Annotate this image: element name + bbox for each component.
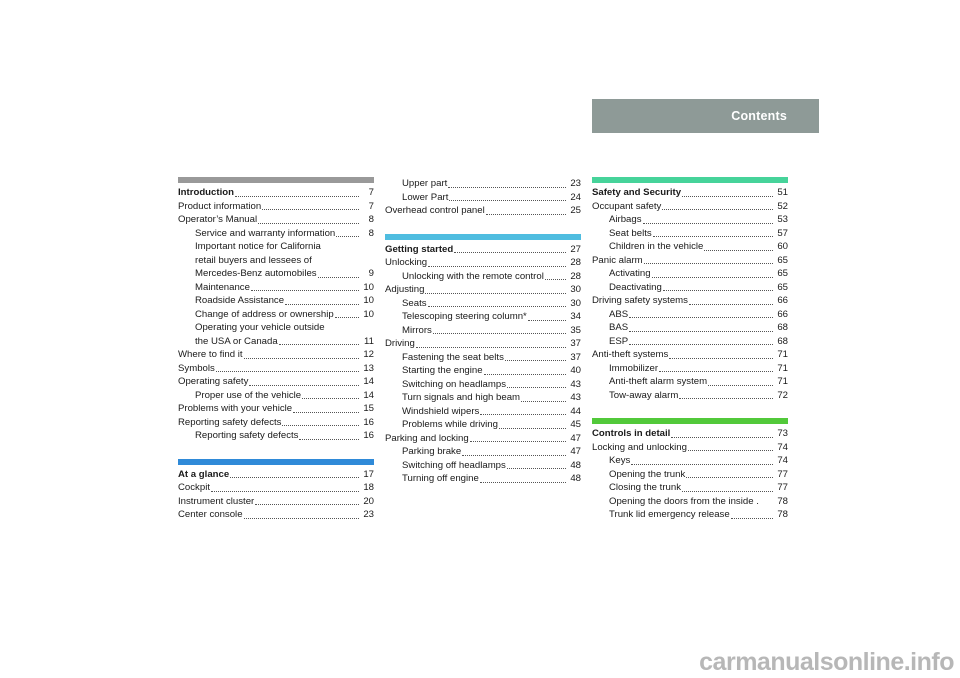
toc-entry-title: Safety and Security — [592, 187, 682, 198]
toc-entry[interactable] — [385, 445, 581, 459]
toc-entry[interactable] — [592, 335, 788, 349]
toc-entry[interactable] — [178, 375, 374, 389]
toc-leader-dots — [433, 333, 566, 334]
toc-leader-dots — [689, 304, 773, 305]
toc-entry-title: Trunk lid emergency release — [609, 509, 730, 520]
toc-entry[interactable] — [178, 321, 374, 335]
toc-entry-title: Opening the trunk — [609, 468, 686, 480]
toc-leader-dots — [470, 441, 566, 442]
toc-leader-dots — [631, 464, 773, 465]
toc-leader-dots — [279, 344, 359, 345]
toc-entry[interactable] — [178, 508, 374, 522]
toc-page-number: 43 — [570, 378, 581, 390]
toc-entry[interactable] — [178, 402, 374, 416]
toc-entry[interactable] — [592, 281, 788, 295]
toc-leader-dots — [629, 344, 773, 345]
toc-page-number: 10 — [363, 281, 374, 293]
toc-leader-dots — [662, 209, 773, 210]
toc-leader-dots — [428, 266, 566, 267]
toc-entry-title: Change of address or ownership — [195, 308, 334, 320]
toc-entry[interactable] — [178, 240, 374, 254]
section-color-bar — [592, 418, 788, 424]
toc-leader-dots — [454, 252, 566, 253]
toc-entry[interactable] — [178, 389, 374, 403]
toc-leader-dots — [545, 279, 566, 280]
toc-entry[interactable] — [385, 283, 581, 297]
toc-page-number: 47 — [570, 432, 581, 444]
toc-page-number: 12 — [363, 349, 374, 360]
toc-entry[interactable] — [385, 378, 581, 392]
toc-leader-dots — [629, 331, 773, 332]
toc-entry-title: Deactivating — [609, 281, 662, 293]
toc-entry-title: Windshield wipers — [402, 405, 480, 417]
toc-leader-dots — [211, 491, 359, 492]
toc-entry[interactable] — [592, 348, 788, 362]
toc-entry[interactable] — [385, 297, 581, 311]
toc-entry-title: Adjusting — [385, 284, 425, 295]
toc-entry[interactable] — [592, 308, 788, 322]
toc-entry[interactable] — [385, 459, 581, 473]
toc-leader-dots — [299, 439, 359, 440]
toc-entry-title: Seat belts — [609, 227, 652, 239]
toc-leader-dots — [643, 223, 773, 224]
toc-leader-dots — [318, 277, 359, 278]
toc-leader-dots — [249, 385, 359, 386]
section-color-bar — [592, 177, 788, 183]
section-color-bar — [178, 177, 374, 183]
toc-page-number: 52 — [777, 200, 788, 212]
toc-leader-dots — [480, 482, 566, 483]
toc-entry[interactable] — [592, 481, 788, 495]
toc-section-heading[interactable] — [178, 468, 374, 482]
toc-entry-title: BAS — [609, 322, 629, 333]
toc-entry-title: ESP — [609, 335, 629, 347]
toc-leader-dots — [629, 317, 773, 318]
toc-entry[interactable] — [385, 351, 581, 365]
toc-column-3 — [592, 177, 788, 522]
toc-entry[interactable] — [385, 191, 581, 205]
toc-section-heading[interactable] — [592, 427, 788, 441]
toc-entry[interactable] — [592, 294, 788, 308]
toc-entry[interactable] — [178, 429, 374, 443]
toc-page-number: 74 — [777, 441, 788, 453]
toc-leader-dots — [448, 187, 566, 188]
toc-page-number: 65 — [777, 254, 788, 266]
toc-page-number: 68 — [777, 335, 788, 347]
toc-entry[interactable] — [592, 213, 788, 227]
toc-entry[interactable] — [592, 254, 788, 268]
toc-entry[interactable] — [385, 405, 581, 419]
toc-entry-title: Tow-away alarm — [609, 389, 679, 401]
toc-entry-title: Introduction — [178, 187, 234, 198]
toc-page-number: 77 — [777, 482, 788, 493]
toc-leader-dots — [505, 360, 566, 361]
toc-page-number: 25 — [570, 205, 581, 216]
toc-leader-dots — [235, 196, 359, 197]
toc-page-number: 18 — [363, 482, 374, 493]
toc-page-number: 17 — [363, 468, 374, 480]
toc-leader-dots — [484, 374, 566, 375]
toc-entry[interactable] — [592, 389, 788, 403]
toc-page-number: 34 — [570, 311, 581, 322]
toc-entry-title: Anti-theft systems — [592, 349, 669, 360]
toc-page-number: 7 — [368, 187, 374, 198]
toc-entry[interactable] — [385, 256, 581, 270]
toc-leader-dots — [521, 401, 566, 402]
section-gap — [178, 443, 374, 459]
toc-leader-dots — [416, 347, 566, 348]
toc-entry[interactable] — [385, 310, 581, 324]
toc-entry[interactable] — [592, 375, 788, 389]
toc-entry-title: Mercedes-Benz automobiles — [195, 268, 317, 279]
toc-leader-dots — [507, 387, 566, 388]
toc-column-2 — [385, 177, 581, 486]
toc-entry-title: retail buyers and lessees of — [195, 254, 312, 266]
toc-entry[interactable] — [178, 213, 374, 227]
section-gap — [592, 402, 788, 418]
toc-leader-dots — [704, 250, 773, 251]
toc-entry-title: At a glance — [178, 468, 230, 480]
toc-page-number: 35 — [570, 324, 581, 336]
toc-entry-title: Parking brake — [402, 446, 462, 457]
toc-page-number: 8 — [368, 214, 374, 225]
toc-page-number: 48 — [570, 473, 581, 484]
toc-page-number: 23 — [570, 178, 581, 189]
toc-entry-title: Occupant safety — [592, 200, 662, 212]
toc-page-number: 37 — [570, 351, 581, 363]
toc-leader-dots — [293, 412, 359, 413]
toc-entry-title: Fastening the seat belts — [402, 351, 504, 363]
toc-page-number: 10 — [363, 295, 374, 306]
toc-entry[interactable] — [592, 200, 788, 214]
toc-entry-title: Controls in detail — [592, 428, 671, 439]
toc-entry[interactable] — [592, 362, 788, 376]
toc-entry-title: Problems with your vehicle — [178, 403, 293, 414]
toc-section-heading[interactable] — [178, 186, 374, 200]
section-color-bar — [178, 459, 374, 465]
toc-leader-dots — [244, 518, 359, 519]
toc-page-number: 23 — [363, 509, 374, 520]
toc-entry[interactable] — [385, 177, 581, 191]
toc-leader-dots — [216, 371, 359, 372]
toc-page-number: 20 — [363, 495, 374, 507]
toc-page-number: 57 — [777, 227, 788, 239]
toc-page-number: 71 — [777, 376, 788, 387]
toc-entry-title: Service and warranty information — [195, 227, 336, 239]
toc-section-heading[interactable] — [592, 186, 788, 200]
toc-entry-title: Telescoping steering column* — [402, 311, 527, 322]
toc-entry-title: Unlocking with the remote control — [402, 270, 544, 282]
toc-page-number: 24 — [570, 191, 581, 203]
toc-page-number: 53 — [777, 214, 788, 225]
toc-leader-dots — [244, 358, 359, 359]
toc-page-number: 78 — [777, 509, 788, 520]
toc-leader-dots — [285, 304, 359, 305]
toc-entry[interactable] — [385, 324, 581, 338]
toc-page-number: 15 — [363, 403, 374, 414]
toc-page-number: 30 — [570, 297, 581, 309]
toc-entry-title: Unlocking — [385, 257, 428, 268]
toc-page-number: 44 — [570, 405, 581, 417]
toc-leader-dots — [255, 504, 359, 505]
toc-page-number: 71 — [777, 362, 788, 374]
toc-entry-title: Cockpit — [178, 482, 210, 493]
watermark: carmanualsonline.info — [699, 648, 954, 676]
toc-entry[interactable] — [592, 468, 788, 482]
toc-page-number: 43 — [570, 392, 581, 403]
toc-leader-dots — [258, 223, 359, 224]
toc-leader-dots — [480, 414, 566, 415]
toc-entry-title: Operating safety — [178, 376, 249, 387]
toc-entry-title: Panic alarm — [592, 254, 643, 266]
toc-leader-dots — [335, 317, 359, 318]
toc-entry-title: Reporting safety defects — [178, 416, 282, 428]
toc-entry[interactable] — [592, 441, 788, 455]
toc-leader-dots — [669, 358, 773, 359]
toc-entry[interactable] — [385, 432, 581, 446]
toc-entry[interactable] — [178, 481, 374, 495]
toc-page-number: 27 — [570, 243, 581, 255]
toc-entry-title: Activating — [609, 268, 651, 279]
toc-entry[interactable] — [385, 418, 581, 432]
toc-entry-title: Operating your vehicle outside — [195, 322, 325, 333]
toc-page-number: 16 — [363, 430, 374, 441]
toc-page-number: 40 — [570, 365, 581, 376]
toc-entry-title: Opening the doors from the inside . — [609, 495, 759, 507]
toc-page-number: 66 — [777, 308, 788, 320]
toc-page-number: 8 — [368, 227, 374, 239]
toc-entry-title: Turn signals and high beam — [402, 392, 521, 403]
toc-page-number: 74 — [777, 455, 788, 466]
toc-page-number: 48 — [570, 459, 581, 471]
toc-page-number: 14 — [363, 376, 374, 387]
toc-entry-title: Mirrors — [402, 324, 432, 336]
toc-entry-title: Seats — [402, 297, 427, 309]
toc-entry-title: Where to find it — [178, 349, 243, 360]
toc-entry[interactable] — [178, 348, 374, 362]
toc-page-number: 66 — [777, 295, 788, 306]
toc-page-number: 51 — [777, 187, 788, 198]
toc-entry-title: Switching on headlamps — [402, 378, 506, 390]
toc-leader-dots — [679, 398, 773, 399]
toc-entry[interactable] — [592, 227, 788, 241]
toc-entry[interactable] — [385, 472, 581, 486]
toc-entry-title: Locking and unlocking — [592, 441, 687, 453]
toc-entry-title: Problems while driving — [402, 419, 498, 430]
toc-entry[interactable] — [385, 391, 581, 405]
toc-leader-dots — [486, 214, 566, 215]
toc-entry-title: Anti-theft alarm system — [609, 376, 708, 387]
toc-entry-title: Important notice for California — [195, 241, 321, 252]
toc-page-number: 47 — [570, 446, 581, 457]
toc-entry-title: Switching off headlamps — [402, 459, 506, 471]
toc-entry-title: Driving safety systems — [592, 295, 688, 306]
toc-page-number: 73 — [777, 428, 788, 439]
toc-leader-dots — [425, 293, 566, 294]
toc-leader-dots — [507, 468, 566, 469]
toc-entry-title: Getting started — [385, 243, 454, 255]
toc-entry-title: Proper use of the vehicle — [195, 389, 302, 401]
toc-entry[interactable] — [592, 454, 788, 468]
toc-page-number: 65 — [777, 268, 788, 279]
toc-entry-title: Children in the vehicle — [609, 241, 704, 252]
toc-page-number: 30 — [570, 284, 581, 295]
toc-entry-title: Maintenance — [195, 281, 250, 293]
toc-leader-dots — [708, 385, 773, 386]
toc-entry-title: Turning off engine — [402, 473, 479, 484]
toc-entry[interactable] — [178, 416, 374, 430]
toc-entry[interactable] — [385, 337, 581, 351]
toc-entry[interactable] — [178, 227, 374, 241]
toc-entry-title: Airbags — [609, 214, 642, 225]
toc-page-number: 28 — [570, 270, 581, 282]
toc-entry-title: the USA or Canada — [195, 335, 278, 347]
toc-entry-title: Symbols — [178, 362, 215, 374]
toc-entry[interactable] — [385, 364, 581, 378]
toc-entry-title: Center console — [178, 509, 243, 520]
toc-entry-title: Operator’s Manual — [178, 214, 258, 225]
toc-page-number: 65 — [777, 281, 788, 293]
toc-entry-title: Product information — [178, 200, 262, 212]
toc-leader-dots — [682, 196, 773, 197]
toc-leader-dots — [282, 425, 359, 426]
toc-entry[interactable] — [385, 270, 581, 284]
toc-entry[interactable] — [178, 200, 374, 214]
toc-leader-dots — [644, 263, 773, 264]
toc-column-1 — [178, 177, 374, 522]
toc-page-number: 77 — [777, 468, 788, 480]
toc-entry-title: Parking and locking — [385, 432, 469, 444]
page-title: Contents — [731, 109, 787, 123]
toc-leader-dots — [302, 398, 359, 399]
toc-leader-dots — [528, 320, 566, 321]
section-gap — [385, 218, 581, 234]
toc-page-number: 7 — [368, 200, 374, 212]
toc-entry[interactable] — [178, 294, 374, 308]
toc-entry[interactable] — [178, 362, 374, 376]
toc-entry[interactable] — [592, 240, 788, 254]
toc-leader-dots — [663, 290, 773, 291]
toc-page-number: 13 — [363, 362, 374, 374]
toc-page-number: 10 — [363, 308, 374, 320]
toc-page-number: 28 — [570, 257, 581, 268]
toc-entry-title: ABS — [609, 308, 629, 320]
toc-leader-dots — [428, 306, 566, 307]
toc-leader-dots — [251, 290, 359, 291]
toc-leader-dots — [731, 518, 773, 519]
toc-page-number: 60 — [777, 241, 788, 252]
toc-entry[interactable] — [178, 308, 374, 322]
toc-leader-dots — [262, 209, 359, 210]
toc-entry-title: Lower Part — [402, 191, 449, 203]
toc-entry[interactable] — [178, 335, 374, 349]
toc-leader-dots — [230, 477, 359, 478]
toc-section-heading[interactable] — [385, 243, 581, 257]
toc-page-number: 72 — [777, 389, 788, 401]
toc-leader-dots — [449, 200, 566, 201]
toc-entry[interactable] — [178, 254, 374, 268]
toc-page-number: 71 — [777, 349, 788, 360]
toc-entry-title: Roadside Assistance — [195, 295, 285, 306]
toc-entry-title: Overhead control panel — [385, 205, 485, 216]
toc-leader-dots — [462, 455, 566, 456]
toc-leader-dots — [659, 371, 773, 372]
toc-page-number: 11 — [364, 335, 374, 347]
toc-page-number: 45 — [570, 419, 581, 430]
toc-entry[interactable] — [178, 281, 374, 295]
toc-entry[interactable] — [592, 321, 788, 335]
toc-leader-dots — [652, 277, 773, 278]
toc-page-number: 16 — [363, 416, 374, 428]
toc-entry[interactable] — [592, 508, 788, 522]
toc-entry-title: Reporting safety defects — [195, 430, 299, 441]
toc-leader-dots — [653, 236, 773, 237]
toc-entry-title: Keys — [609, 455, 631, 466]
toc-entry[interactable] — [385, 204, 581, 218]
toc-leader-dots — [682, 491, 773, 492]
toc-page-number: 14 — [363, 389, 374, 401]
toc-entry[interactable] — [592, 495, 788, 509]
toc-leader-dots — [688, 450, 773, 451]
toc-entry-title: Immobilizer — [609, 362, 659, 374]
toc-leader-dots — [336, 236, 359, 237]
toc-entry-title: Starting the engine — [402, 365, 483, 376]
toc-entry-title: Closing the trunk — [609, 482, 681, 493]
toc-page-number: 37 — [570, 338, 581, 349]
toc-leader-dots — [686, 477, 773, 478]
toc-entry[interactable] — [592, 267, 788, 281]
contents-header-tab — [592, 99, 819, 133]
toc-entry-title: Upper part — [402, 178, 448, 189]
toc-leader-dots — [671, 437, 773, 438]
section-color-bar — [385, 234, 581, 240]
toc-page-number: 9 — [368, 268, 374, 279]
toc-leader-dots — [499, 428, 566, 429]
toc-entry[interactable] — [178, 495, 374, 509]
toc-entry-title: Driving — [385, 338, 415, 349]
toc-entry[interactable] — [178, 267, 374, 281]
toc-page-number: 78 — [777, 495, 788, 507]
toc-entry-title: Instrument cluster — [178, 495, 255, 507]
toc-page-number: 68 — [777, 322, 788, 333]
